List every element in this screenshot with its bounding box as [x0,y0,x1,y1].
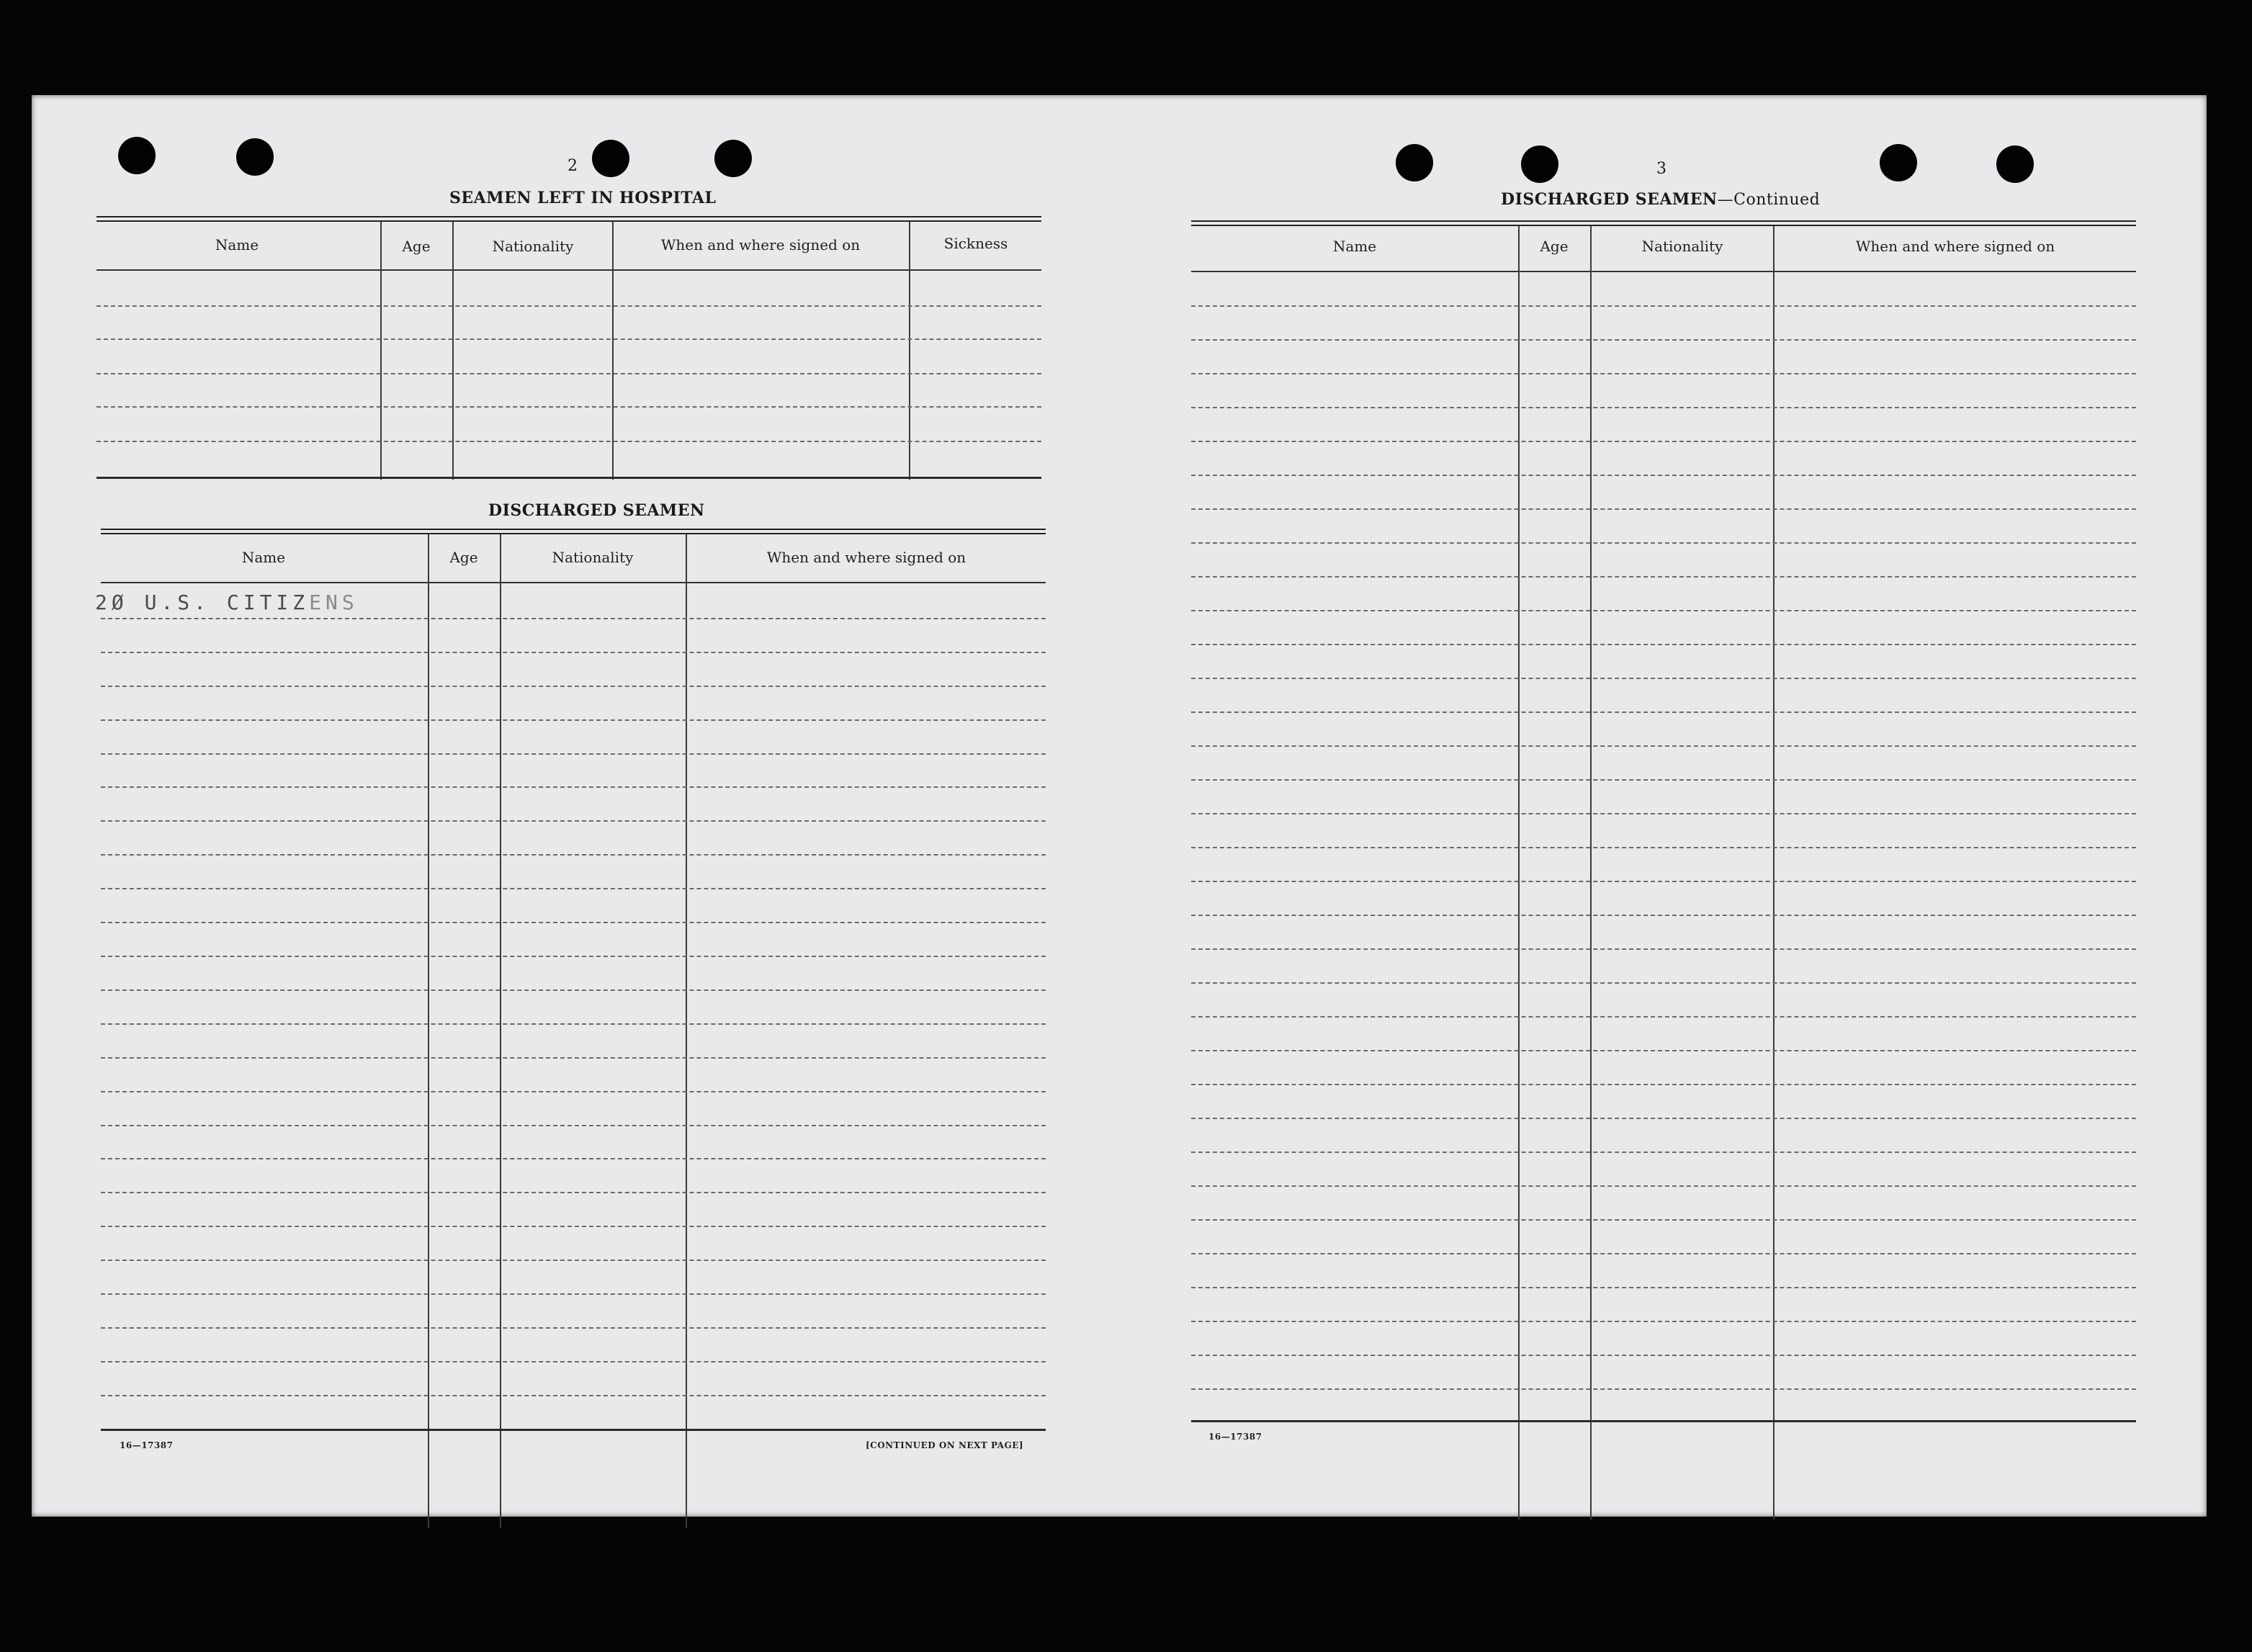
hospital-entry-line [97,338,1041,340]
right-table-bottom-rule [1191,1420,2136,1422]
entry-line [1191,1084,2136,1085]
entry-line [1191,1388,2136,1390]
entry-line [1191,1016,2136,1018]
entry-line [101,854,1046,856]
entry-line [1191,339,2136,341]
continued-note: [CONTINUED ON NEXT PAGE] [866,1440,1024,1450]
entry-line [1191,711,2136,713]
entry-line [1191,1321,2136,1322]
entry-line [101,1327,1046,1329]
entry-line [101,989,1046,991]
punch-hole [1521,145,1558,183]
entry-line [101,652,1046,653]
entry-line [1191,847,2136,848]
entry-line [1191,1355,2136,1356]
entry-line [1191,1050,2136,1051]
discharged-header-rule [101,582,1046,583]
discharged-table-top-rule [101,529,1046,534]
hospital-col-sickness: Sickness [943,235,1008,252]
form-number-right: 16—17387 [1208,1432,1262,1442]
punch-hole [714,140,752,177]
entry-line [101,1158,1046,1159]
hospital-header-rule [97,269,1041,271]
entry-line [101,922,1046,923]
punch-hole [236,138,274,176]
discharged-table-bottom-rule [101,1429,1046,1431]
entry-line [101,686,1046,687]
entry-line [1191,982,2136,984]
entry-line [1191,373,2136,374]
entry-line [101,1293,1046,1295]
discharged-col-age: Age [449,549,478,566]
entry-line [101,1125,1046,1126]
discharged-continued-title-suffix: —Continued [1717,191,1821,209]
entry-line [101,820,1046,822]
right-table-top-rule [1191,220,2136,226]
entry-line [1191,813,2136,814]
entry-line [101,1057,1046,1059]
hospital-entry-line [97,373,1041,374]
discharged-col-divider [428,534,429,1528]
hospital-col-name: Name [215,236,259,253]
punch-hole [592,140,629,177]
entry-line [1191,1152,2136,1153]
hospital-table-bottom-rule [97,477,1041,479]
entry-line [101,1192,1046,1193]
entry-line [1191,678,2136,679]
right-col-divider [1518,226,1520,1519]
entry-line [1191,881,2136,882]
right-col-nationality: Nationality [1641,238,1723,255]
right-header-rule [1191,271,2136,272]
hospital-entry-line [97,305,1041,307]
entry-line [101,719,1046,721]
entry-line [1191,915,2136,916]
entry-line [1191,644,2136,645]
entry-line [101,753,1046,755]
entry-line [1191,610,2136,611]
entry-line [1191,542,2136,544]
entry-line [1191,475,2136,476]
entry-line [1191,441,2136,442]
entry-line [1191,508,2136,510]
entry-line [101,786,1046,788]
entry-line [1191,779,2136,781]
right-col-name: Name [1332,238,1377,255]
punch-hole [1396,144,1433,181]
right-col-age: Age [1540,238,1569,255]
entry-line [1191,1253,2136,1254]
discharged-section-title: DISCHARGED SEAMEN [488,501,705,520]
discharged-continued-title [1501,190,1820,209]
entry-line [1191,1185,2136,1187]
discharged-col-nationality: Nationality [552,549,634,566]
hospital-entry-line [97,406,1041,408]
right-col-signed-on: When and where signed on [1855,238,2055,255]
entry-line [1191,407,2136,408]
punch-hole [1880,144,1917,181]
form-number-left: 16—17387 [120,1440,174,1450]
hospital-section-title: SEAMEN LEFT IN HOSPITAL [449,189,717,207]
hospital-col-nationality: Nationality [492,238,574,255]
entry-line [101,888,1046,889]
page-number-left: 2 [568,157,578,175]
entry-line [1191,576,2136,578]
punch-hole [1996,145,2034,183]
entry-line [1191,1118,2136,1119]
entry-line [1191,1287,2136,1288]
entry-line [101,956,1046,957]
discharged-col-divider [500,534,501,1528]
entry-line [101,1091,1046,1092]
hospital-entry-line [97,441,1041,442]
hospital-table-top-rule [97,216,1041,222]
discharged-continued-title-main: DISCHARGED SEAMEN [1501,190,1718,209]
handwritten-entry-main: 2Ø U.S. CITIZ [95,591,310,614]
entry-line [1191,745,2136,747]
entry-line [101,1260,1046,1261]
entry-line [101,1023,1046,1025]
entry-line [101,1226,1046,1227]
hospital-col-signed-on: When and where signed on [660,236,861,253]
handwritten-entry [95,591,359,614]
page-number-right: 3 [1656,160,1666,178]
entry-line [101,1361,1046,1363]
entry-line [1191,1219,2136,1221]
punch-hole [118,137,156,174]
entry-line [101,618,1046,619]
right-col-divider [1773,226,1775,1519]
entry-line [1191,305,2136,307]
discharged-col-name: Name [241,549,286,566]
discharged-col-signed-on: When and where signed on [766,549,966,566]
hospital-col-age: Age [402,238,431,255]
handwritten-entry-faint: ENS [309,591,359,614]
form-sheet [32,95,2207,1517]
entry-line [101,1395,1046,1396]
entry-line [1191,948,2136,950]
discharged-col-divider [686,534,687,1528]
right-col-divider [1590,226,1592,1519]
